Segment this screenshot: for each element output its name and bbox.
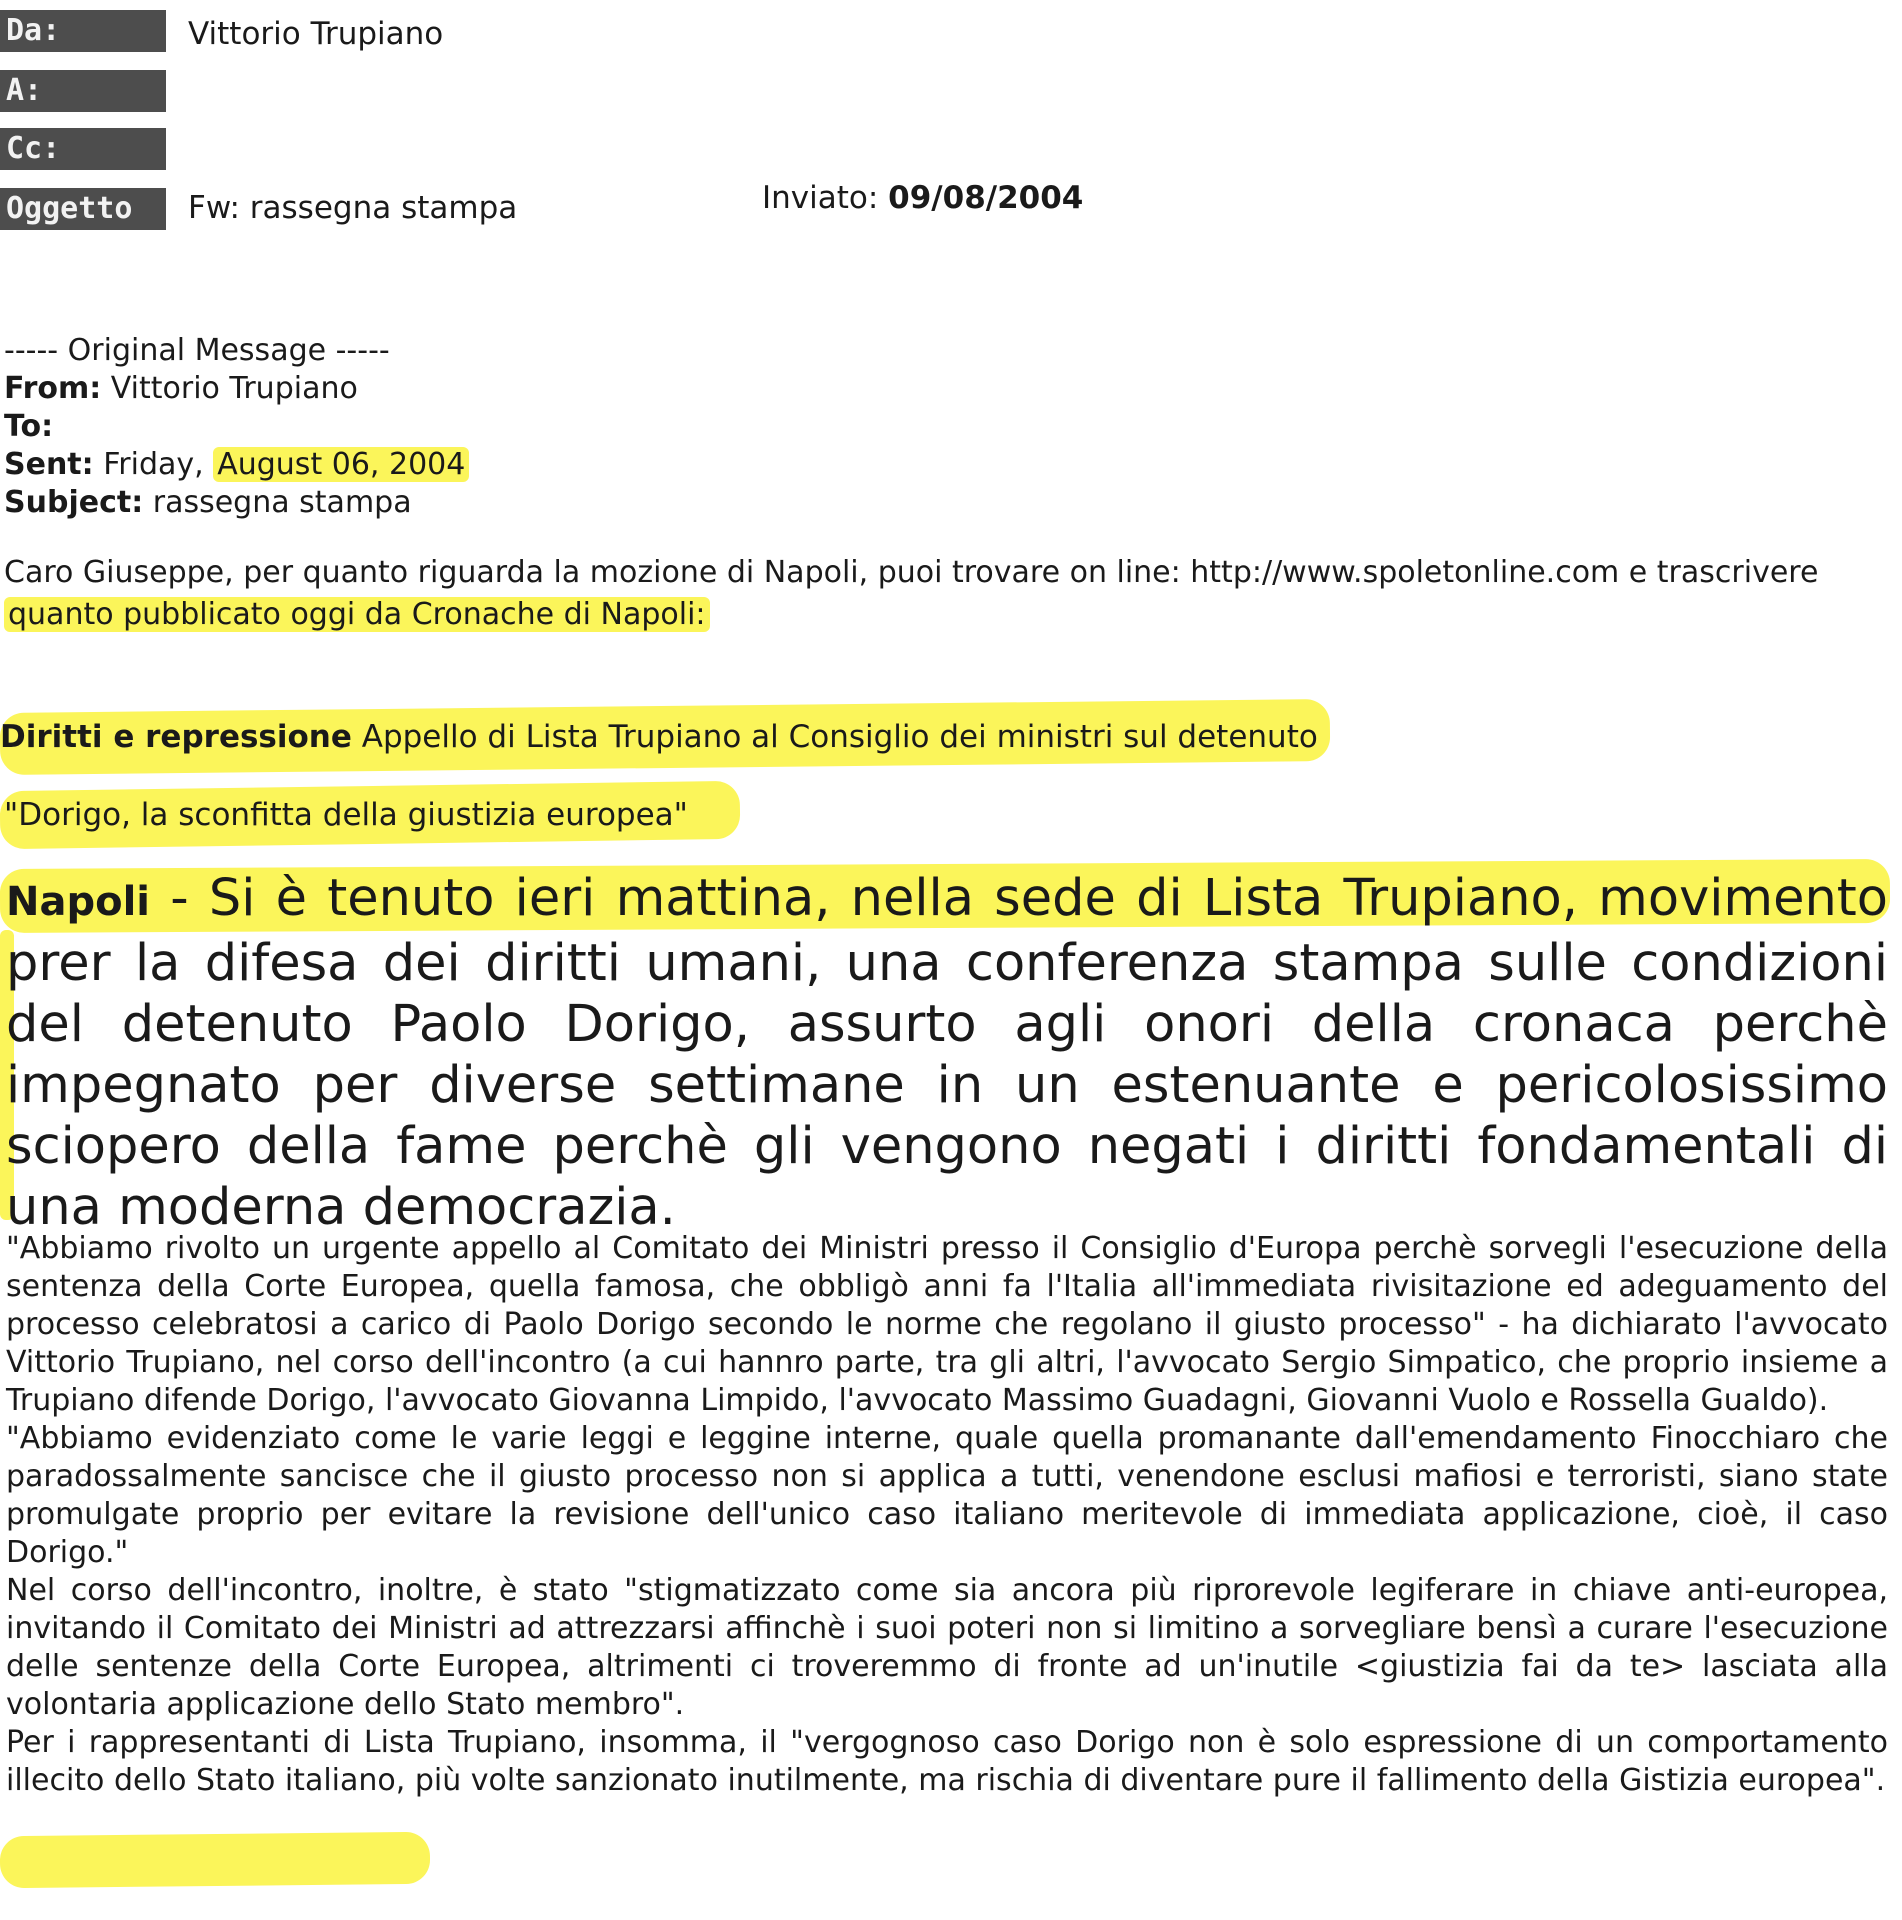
original-sent-day: Friday, xyxy=(103,447,204,482)
original-to-label: To: xyxy=(4,409,54,444)
intro-highlight: quanto pubblicato oggi da Cronache di Napoli: xyxy=(4,597,710,632)
original-from xyxy=(4,370,469,408)
body-paragraph: "Abbiamo evidenziato come le varie leggi e leggine interne, quale quella promanante dall'emendamento Finocchiaro che paradossalmente sancisce che il giusto processo non si applica a tutti, venendone esclusi mafiosi e terroristi, siano state promulgate proprio per evitare la revisione dell'unico caso italiano meritevole di immediata applicazione, cioè, il caso Dorigo." xyxy=(6,1421,1888,1570)
section-rest: Appello di Lista Trupiano al Consiglio dei ministri sul detenuto xyxy=(361,719,1318,755)
body-paragraph-start: Per i rappresentanti di Lista Trupiano, insomma, il "vergognoso caso Dorigo non è solo espressione di un xyxy=(6,1725,1648,1760)
original-to xyxy=(4,408,469,446)
original-sent-date: August 06, 2004 xyxy=(213,447,469,482)
section-bold: Diritti e repressione xyxy=(0,719,352,755)
cc-label: Cc: xyxy=(0,128,166,170)
quote-title: "Dorigo, la sconfitta della giustizia europea" xyxy=(4,797,688,833)
lead-paragraph xyxy=(6,868,1888,1238)
to-label: A: xyxy=(0,70,166,112)
body-paragraph: "Abbiamo rivolto un urgente appello al Comitato dei Ministri presso il Consiglio d'Europa perchè sorvegli l'esecuzione della sentenza della Corte Europea, quella famosa, che obbligò anni fa l'Italia all'immediata rivisitazione ed adeguamento del processo celebratosi a carico di Paolo Dorigo secondo le norme che regolano il giusto processo" - ha dichiarato l'avvocato Vittorio Trupiano, nel corso dell'incontro (a cui hannro parte, tra gli altri, l'avvocato Sergio Simpatico, che proprio insieme a Trupiano difende Dorigo, l'avvocato Giovanna Limpido, l'avvocato Massimo Guadagni, Giovanni Vuolo e Rossella Gualdo). xyxy=(6,1231,1888,1418)
from-value: Vittorio Trupiano xyxy=(188,16,444,52)
lead-place: Napoli xyxy=(6,879,151,925)
original-separator: ----- Original Message ----- xyxy=(4,333,390,368)
body-paragraph xyxy=(6,1724,1888,1800)
original-subject-label: Subject: xyxy=(4,485,144,520)
highlighter-band xyxy=(0,1832,430,1889)
from-label: Da: xyxy=(0,10,166,52)
intro-text: Caro Giuseppe, per quanto riguarda la mozione di Napoli, puoi trovare on line: http://www.spoletonline.com e trascrivere xyxy=(4,555,1819,590)
lead-text: - Si è tenuto ieri mattina, nella sede di Lista Trupiano, movimento prer la difesa dei diritti umani, una conferenza stampa sulle condizioni del detenuto Paolo Dorigo, assurto agli onori della cronaca perchè impegnato per diverse settimane in un estenuante e pericolosissimo sciopero della fame perchè gli vengono negati i diritti fondamentali di una moderna democrazia. xyxy=(6,869,1888,1237)
section-heading xyxy=(0,714,1318,760)
subject-label: Oggetto xyxy=(0,188,166,230)
original-sent-label: Sent: xyxy=(4,447,94,482)
body-paragraph: Nel corso dell'incontro, inoltre, è stato "stigmatizzato come sia ancora più riprorevole legiferare in chiave anti-europea, invitando il Comitato dei Ministri ad attrezzarsi affinchè i suoi poteri non si limitino a sorvegliare bensì a curare l'esecuzione delle sentenze della Corte Europea, altrimenti ci troveremmo di fronte ad un'inutile <giustizia fai da te> lasciata alla volontaria applicazione dello Stato membro". xyxy=(6,1573,1888,1722)
sent-info xyxy=(762,178,1083,218)
body-paragraph-end: comportamento illecito dello Stato italiano, più volte sanzionato inutilmente, ma rischia di diventare pure il fallimento della Gistizia europea". xyxy=(6,1725,1888,1798)
original-sent xyxy=(4,446,469,484)
original-from-label: From: xyxy=(4,371,102,406)
original-message xyxy=(4,332,469,522)
sent-label: Inviato: xyxy=(762,180,879,216)
sent-value: 09/08/2004 xyxy=(888,180,1084,216)
intro-paragraph xyxy=(4,552,1884,636)
original-subject xyxy=(4,484,469,522)
article-body xyxy=(6,1230,1888,1800)
subject-value: Fw: rassegna stampa xyxy=(188,190,518,226)
original-subject-value: rassegna stampa xyxy=(152,485,412,520)
original-from-value: Vittorio Trupiano xyxy=(110,371,358,406)
